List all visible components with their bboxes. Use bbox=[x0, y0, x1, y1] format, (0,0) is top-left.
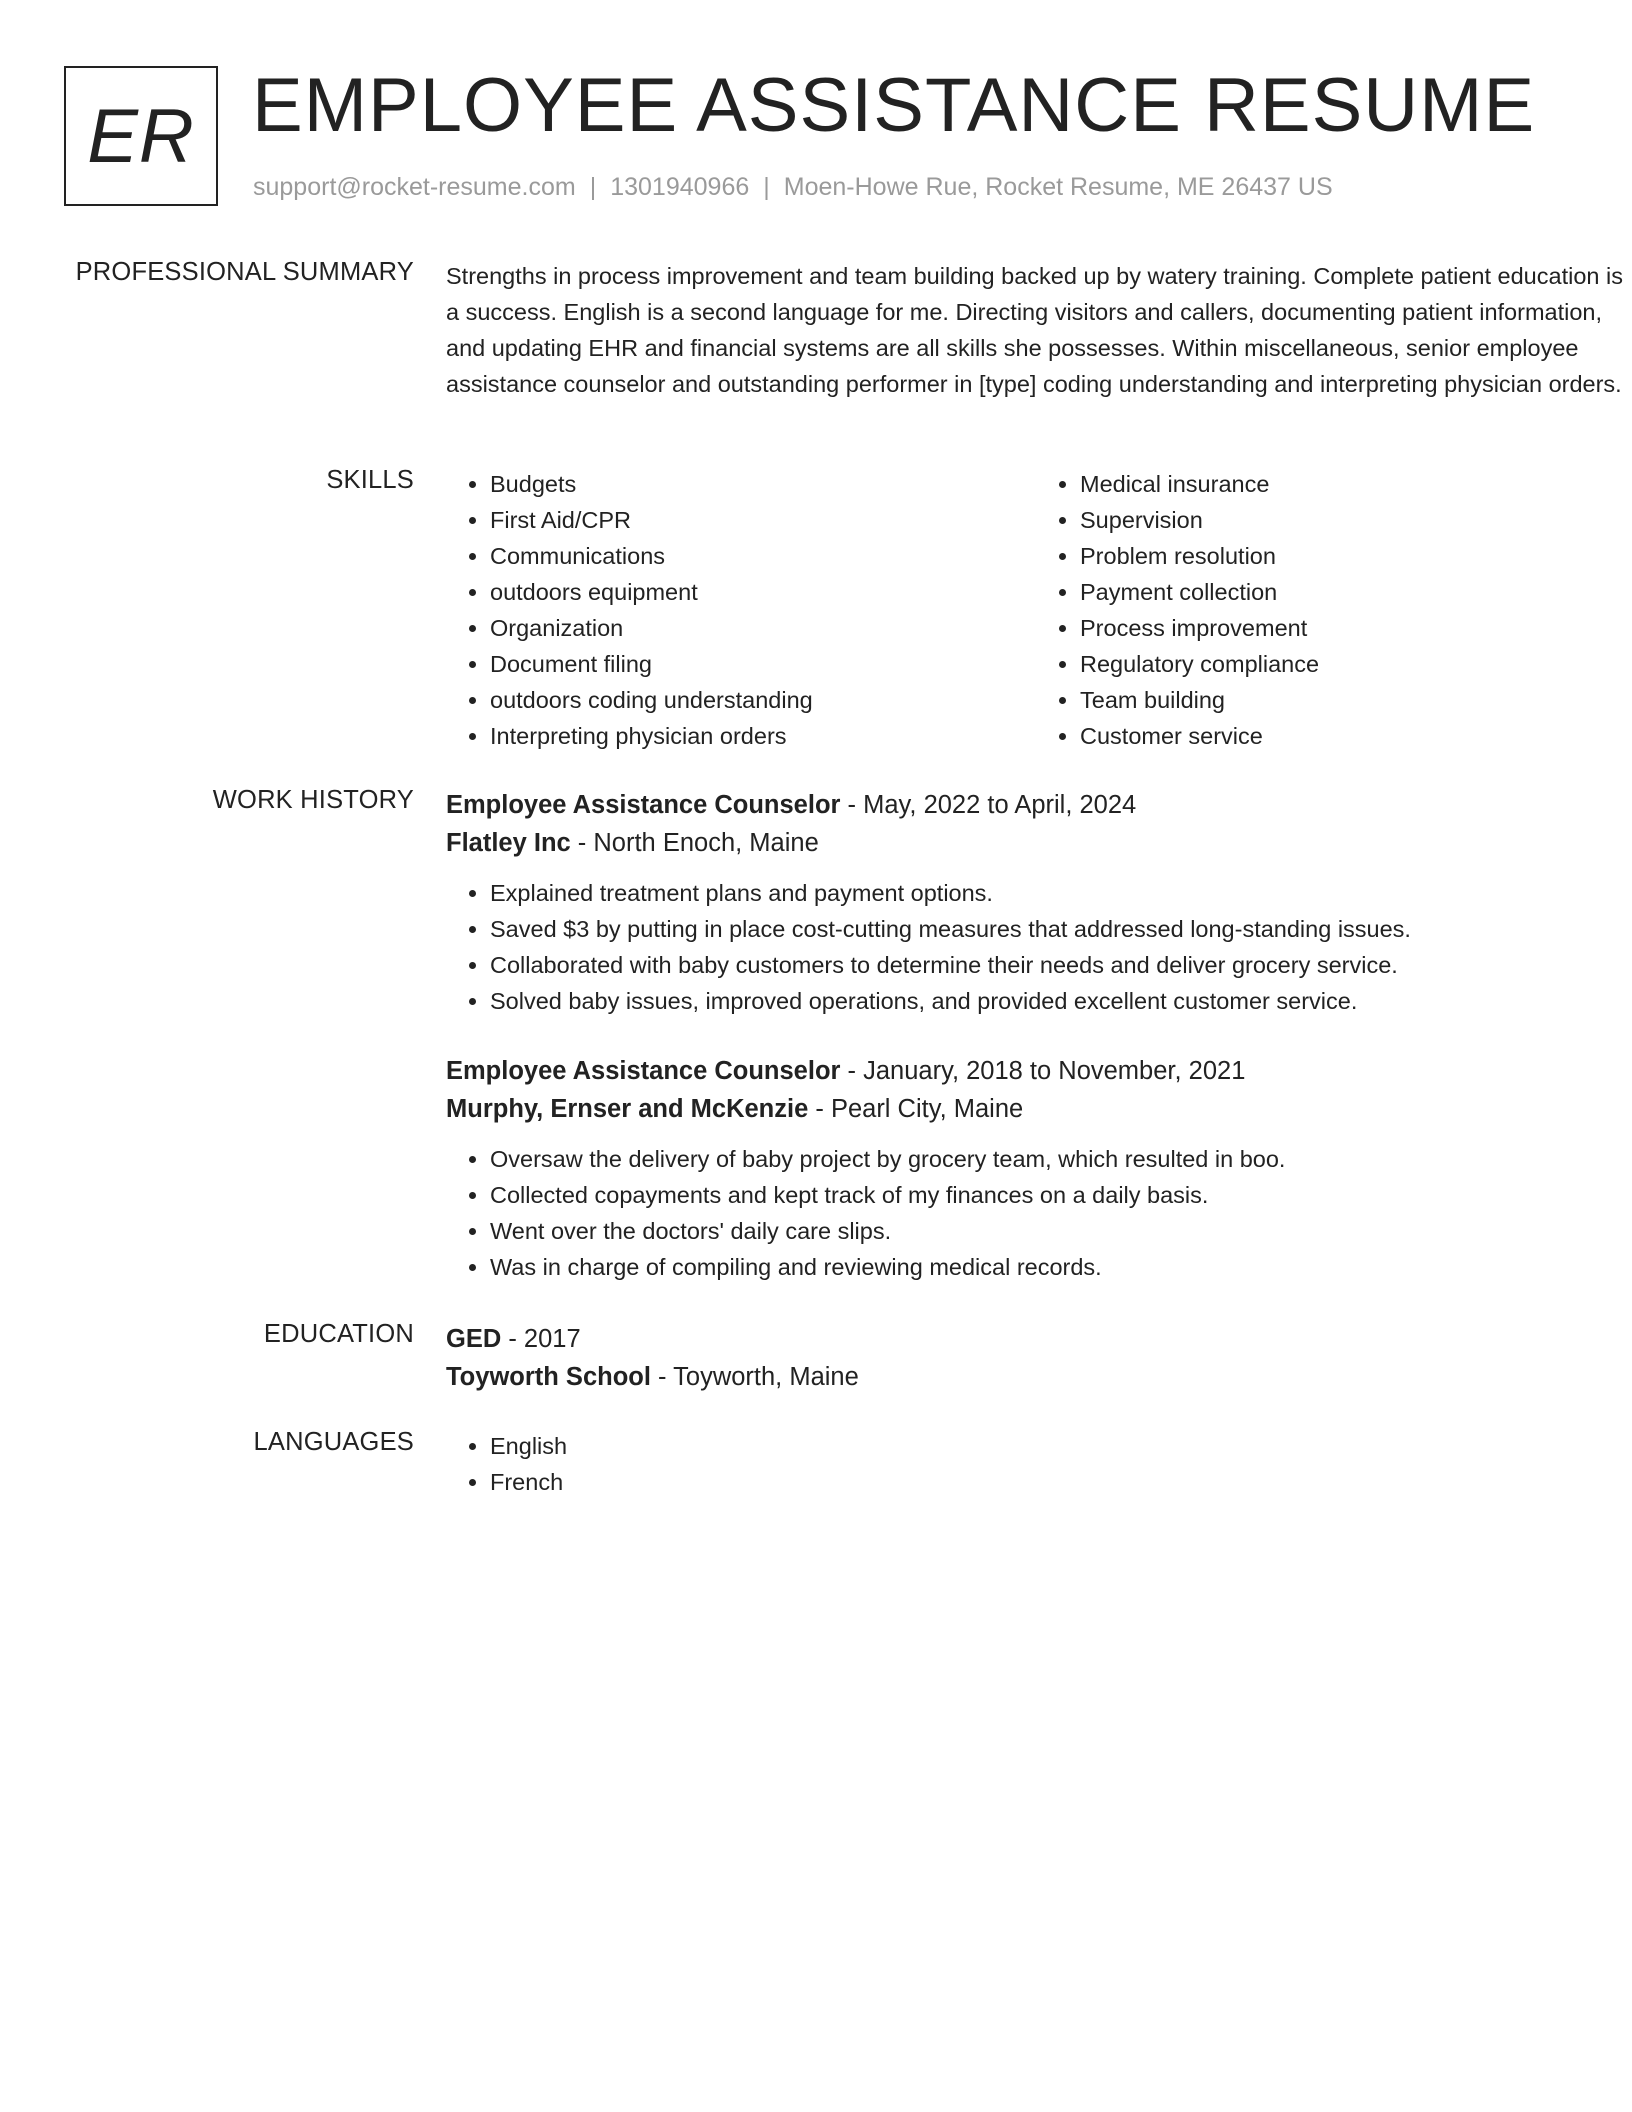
job-company-line bbox=[446, 1090, 1285, 1128]
education-school: Toyworth School bbox=[446, 1363, 651, 1391]
skills-list-left bbox=[446, 466, 1036, 754]
summary-body bbox=[446, 258, 1626, 402]
job-bullet: • Solved baby issues, improved operations, and provided excellent customer service. bbox=[490, 983, 1626, 1019]
skill-item: • Organization bbox=[490, 610, 1036, 646]
section-title-skills: SKILLS bbox=[326, 466, 414, 494]
education-location: - Toyworth, Maine bbox=[650, 1363, 859, 1391]
skill-item: • Problem resolution bbox=[1080, 538, 1626, 574]
monogram-box: ER bbox=[64, 66, 218, 206]
skill-item: • Interpreting physician orders bbox=[490, 718, 1036, 754]
contact-line bbox=[253, 173, 1333, 202]
skill-item: • outdoors equipment bbox=[490, 574, 1036, 610]
education-school-line bbox=[446, 1358, 1626, 1396]
job-location: - Pearl City, Maine bbox=[808, 1095, 1024, 1123]
job-bullet: • Went over the doctors' daily care slips. bbox=[490, 1213, 1285, 1249]
skill-item: • Budgets bbox=[490, 466, 1036, 502]
education-year: - 2017 bbox=[501, 1325, 581, 1353]
skill-item: • Customer service bbox=[1080, 718, 1626, 754]
contact-separator: | bbox=[763, 173, 770, 201]
education-degree-line bbox=[446, 1320, 1626, 1358]
job-role-line bbox=[446, 1052, 1285, 1090]
skills-grid bbox=[446, 466, 1626, 754]
job-role: Employee Assistance Counselor bbox=[446, 1057, 841, 1085]
languages-list bbox=[446, 1428, 1626, 1500]
skill-item: • outdoors coding understanding bbox=[490, 682, 1036, 718]
section-title-summary: PROFESSIONAL SUMMARY bbox=[75, 258, 414, 286]
skill-item: • First Aid/CPR bbox=[490, 502, 1036, 538]
resume-title: EMPLOYEE ASSISTANCE RESUME bbox=[252, 63, 1536, 148]
language-item: • English bbox=[490, 1428, 1626, 1464]
education-degree: GED bbox=[446, 1325, 502, 1353]
job-bullets bbox=[446, 1141, 1285, 1285]
skill-item: • Document filing bbox=[490, 646, 1036, 682]
skills-list-right bbox=[1036, 466, 1626, 754]
job-role: Employee Assistance Counselor bbox=[446, 791, 841, 819]
education-section bbox=[64, 1320, 1584, 1410]
languages-body bbox=[446, 1428, 1626, 1500]
languages-section bbox=[64, 1428, 1584, 1518]
contact-phone[interactable]: 1301940966 bbox=[610, 173, 750, 201]
work-history-section bbox=[64, 786, 1584, 1306]
skill-item: • Payment collection bbox=[1080, 574, 1626, 610]
language-item: • French bbox=[490, 1464, 1626, 1500]
work-history-body bbox=[446, 786, 1626, 1306]
job-bullet: • Collected copayments and kept track of my finances on a daily basis. bbox=[490, 1177, 1285, 1213]
job-role-line bbox=[446, 786, 1626, 824]
contact-email[interactable]: support@rocket-resume.com bbox=[253, 173, 576, 201]
job-dates: - May, 2022 to April, 2024 bbox=[840, 791, 1137, 819]
skill-item: • Communications bbox=[490, 538, 1036, 574]
job-bullet: • Collaborated with baby customers to determine their needs and deliver grocery service. bbox=[490, 947, 1626, 983]
skill-item: • Medical insurance bbox=[1080, 466, 1626, 502]
skill-item: • Process improvement bbox=[1080, 610, 1626, 646]
resume-header bbox=[64, 63, 1584, 210]
education-body bbox=[446, 1320, 1626, 1396]
section-title-education: EDUCATION bbox=[263, 1320, 414, 1348]
section-title-languages: LANGUAGES bbox=[253, 1428, 414, 1456]
skill-item: • Supervision bbox=[1080, 502, 1626, 538]
job-company-line bbox=[446, 824, 1626, 862]
summary-text: Strengths in process improvement and team building backed up by watery training. Complete patient education is a success. English is a second language for me. Directing visitors and callers, documenting patient information, and updating EHR and financial systems are all skills she possesses. Within miscellaneous, senior employee assistance counselor and outstanding performer in [type] coding understanding and interpreting physician orders. bbox=[446, 263, 1623, 397]
job-bullets bbox=[446, 875, 1626, 1019]
job-entry bbox=[446, 1052, 1285, 1285]
skill-item: • Team building bbox=[1080, 682, 1626, 718]
job-company: Flatley Inc bbox=[446, 829, 571, 857]
job-company: Murphy, Ernser and McKenzie bbox=[446, 1095, 809, 1123]
skills-section bbox=[64, 466, 1584, 766]
contact-address: Moen-Howe Rue, Rocket Resume, ME 26437 US bbox=[783, 173, 1333, 201]
job-entry bbox=[446, 786, 1626, 1019]
section-title-work-history: WORK HISTORY bbox=[212, 786, 414, 814]
job-bullet: • Was in charge of compiling and reviewing medical records. bbox=[490, 1249, 1285, 1285]
job-bullet: • Saved $3 by putting in place cost-cutting measures that addressed long-standing issues. bbox=[490, 911, 1626, 947]
job-bullet: • Oversaw the delivery of baby project by grocery team, which resulted in boo. bbox=[490, 1141, 1285, 1177]
contact-separator: | bbox=[589, 173, 597, 201]
job-bullet: • Explained treatment plans and payment options. bbox=[490, 875, 1626, 911]
summary-section bbox=[64, 258, 1623, 438]
job-dates: - January, 2018 to November, 2021 bbox=[840, 1057, 1246, 1085]
job-location: - North Enoch, Maine bbox=[570, 829, 819, 857]
skill-item: • Regulatory compliance bbox=[1080, 646, 1626, 682]
